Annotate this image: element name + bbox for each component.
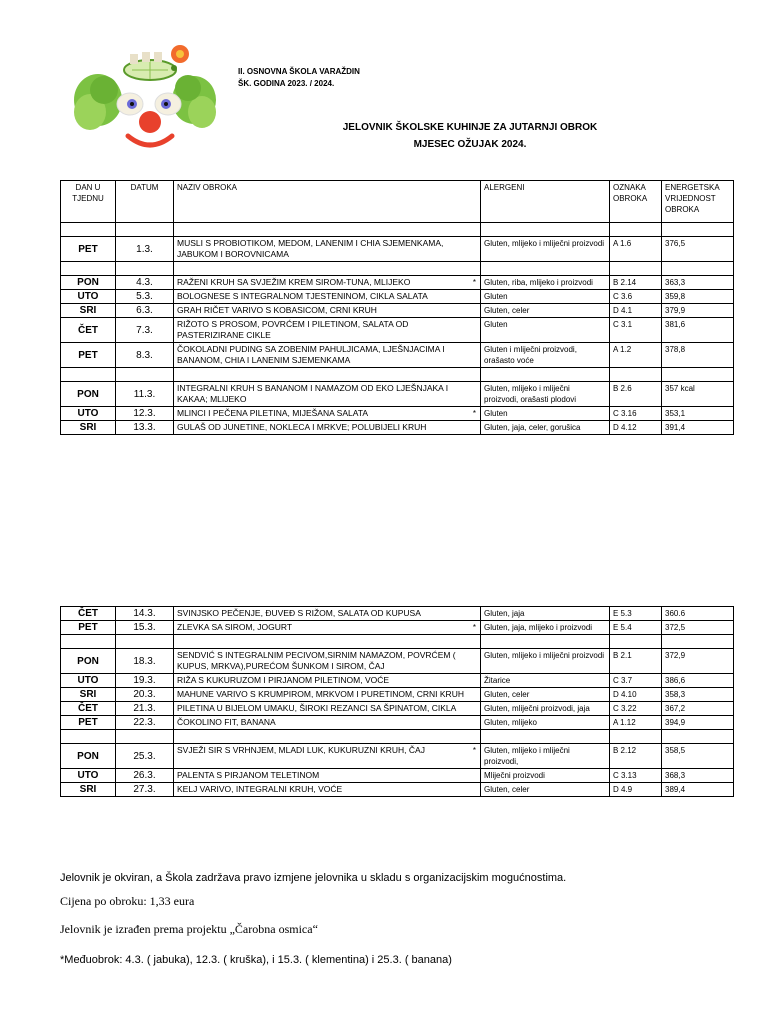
- allergens-cell: Gluten, celer: [481, 304, 610, 318]
- snack-marker: *: [472, 746, 476, 755]
- meal-cell: [174, 237, 481, 262]
- school-name: II. OSNOVNA ŠKOLA VARAŽDIN: [238, 67, 360, 76]
- meal-cell: [174, 290, 481, 304]
- meal-name: PALENTA S PIRJANOM TELETINOM: [177, 770, 320, 780]
- meal-name: ČOKOLADNI PUDING SA ZOBENIM PAHULJICAMA, LJEŠNJACIMA I BANANOM, CHIA I LANENIM SJEMENKAMA: [177, 344, 445, 365]
- code-cell: C 3.13: [610, 769, 662, 783]
- date-cell: 20.3.: [116, 688, 174, 702]
- energy-cell: 372,5: [662, 621, 734, 635]
- date-cell: 22.3.: [116, 716, 174, 730]
- allergens-cell: Gluten, mlijeko i mliječni proizvodi, orašasti plodovi: [481, 382, 610, 407]
- meal-name: MLINCI I PEČENA PILETINA, MIJEŠANA SALATA: [177, 408, 368, 418]
- allergens-cell: Gluten: [481, 407, 610, 421]
- page-subtitle: MJESEC OŽUJAK 2024.: [413, 139, 527, 150]
- day-cell: UTO: [61, 769, 116, 783]
- code-cell: B 2.12: [610, 744, 662, 769]
- day-cell: PET: [61, 716, 116, 730]
- table-row: [61, 649, 734, 674]
- column-header-meal: NAZIV OBROKA: [174, 181, 481, 223]
- meal-name: RIŽOTO S PROSOM, POVRĆEM I PILETINOM, SALATA OD PASTERIZIRANE CIKLE: [177, 319, 409, 340]
- allergens-cell: Žitarice: [481, 674, 610, 688]
- date-cell: 12.3.: [116, 407, 174, 421]
- meal-cell: [174, 318, 481, 343]
- code-cell: B 2.6: [610, 382, 662, 407]
- day-cell: SRI: [61, 783, 116, 797]
- table-row: [61, 421, 734, 435]
- meal-name: MAHUNE VARIVO S KRUMPIROM, MRKVOM I PURETINOM, CRNI KRUH: [177, 689, 464, 699]
- snack-marker: *: [472, 409, 476, 418]
- date-cell: 18.3.: [116, 649, 174, 674]
- meal-name: KELJ VARIVO, INTEGRALNI KRUH, VOĆE: [177, 784, 343, 794]
- code-cell: E 5.4: [610, 621, 662, 635]
- day-cell: PET: [61, 343, 116, 368]
- meal-name: ZLEVKA SA SIROM, JOGURT: [177, 622, 293, 632]
- day-cell: PET: [61, 621, 116, 635]
- meal-cell: [174, 649, 481, 674]
- table-row: [61, 688, 734, 702]
- meal-cell: [174, 607, 481, 621]
- column-header-day: DAN U TJEDNU: [61, 181, 116, 223]
- date-cell: 5.3.: [116, 290, 174, 304]
- school-year: ŠK. GODINA 2023. / 2024.: [238, 79, 335, 88]
- meal-cell: [174, 769, 481, 783]
- table-row: [61, 674, 734, 688]
- meal-cell: [174, 421, 481, 435]
- energy-cell: 379,9: [662, 304, 734, 318]
- table-row: [61, 304, 734, 318]
- energy-cell: 353,1: [662, 407, 734, 421]
- meal-name: INTEGRALNI KRUH S BANANOM I NAMAZOM OD EKO LJEŠNJAKA I KAKAA; MLIJEKO: [177, 383, 449, 404]
- allergens-cell: Gluten: [481, 318, 610, 343]
- meal-name: SENDVIĆ S INTEGRALNIM PECIVOM,SIRNIM NAMAZOM, POVRĆEM ( KUPUS, MRKVA),PUREĆOM ŠUNKOM I SIROM, ČAJ: [177, 650, 456, 671]
- allergens-cell: Gluten, jaja: [481, 607, 610, 621]
- meal-cell: [174, 688, 481, 702]
- energy-cell: 368,3: [662, 769, 734, 783]
- code-cell: D 4.12: [610, 421, 662, 435]
- day-cell: ČET: [61, 702, 116, 716]
- meal-name: SVINJSKO PEČENJE, ĐUVEĐ S RIŽOM, SALATA OD KUPUSA: [177, 608, 421, 618]
- cucumber-hat-icon: [124, 52, 176, 80]
- snack-marker: *: [472, 623, 476, 632]
- date-cell: 14.3.: [116, 607, 174, 621]
- day-cell: SRI: [61, 421, 116, 435]
- day-cell: ČET: [61, 607, 116, 621]
- code-cell: C 3.7: [610, 674, 662, 688]
- date-cell: 19.3.: [116, 674, 174, 688]
- date-cell: 8.3.: [116, 343, 174, 368]
- meal-cell: [174, 744, 481, 769]
- menu-table-2: [60, 606, 734, 797]
- energy-cell: 394,9: [662, 716, 734, 730]
- meal-name: BOLOGNESE S INTEGRALNOM TJESTENINOM, CIKLA SALATA: [177, 291, 428, 301]
- spacer-row: [61, 223, 734, 237]
- meal-name: ČOKOLINO FIT, BANANA: [177, 717, 276, 727]
- date-cell: 7.3.: [116, 318, 174, 343]
- snack-marker: *: [472, 278, 476, 287]
- energy-cell: 376,5: [662, 237, 734, 262]
- energy-cell: 367,2: [662, 702, 734, 716]
- code-cell: A 1.2: [610, 343, 662, 368]
- meal-name: GULAŠ OD JUNETINE, NOKLECA I MRKVE; POLUBIJELI KRUH: [177, 422, 427, 432]
- meal-cell: [174, 343, 481, 368]
- school-logo-veggie-clown: [70, 42, 220, 154]
- meal-cell: [174, 407, 481, 421]
- allergens-cell: Gluten, celer: [481, 783, 610, 797]
- code-cell: D 4.10: [610, 688, 662, 702]
- table-row: [61, 276, 734, 290]
- meal-cell: [174, 382, 481, 407]
- table-row: [61, 744, 734, 769]
- allergens-cell: Gluten, mlijeko i mliječni proizvodi,: [481, 744, 610, 769]
- meal-cell: [174, 783, 481, 797]
- allergens-cell: Gluten, jaja, celer, gorušica: [481, 421, 610, 435]
- allergens-cell: Gluten, jaja, mlijeko i proizvodi: [481, 621, 610, 635]
- day-cell: ČET: [61, 318, 116, 343]
- allergens-cell: Mliječni proizvodi: [481, 769, 610, 783]
- date-cell: 4.3.: [116, 276, 174, 290]
- meal-cell: [174, 621, 481, 635]
- column-header-allergens: ALERGENI: [481, 181, 610, 223]
- table-row: [61, 769, 734, 783]
- allergens-cell: Gluten, mlijeko: [481, 716, 610, 730]
- code-cell: C 3.1: [610, 318, 662, 343]
- table-row: [61, 382, 734, 407]
- allergens-cell: Gluten, riba, mlijeko i proizvodi: [481, 276, 610, 290]
- column-header-energy: ENERGETSKA VRIJEDNOST OBROKA: [662, 181, 734, 223]
- date-cell: 21.3.: [116, 702, 174, 716]
- day-cell: SRI: [61, 304, 116, 318]
- meal-name: PILETINA U BIJELOM UMAKU, ŠIROKI REZANCI SA ŠPINATOM, CIKLA: [177, 703, 457, 713]
- energy-cell: 363,3: [662, 276, 734, 290]
- spacer-row: [61, 635, 734, 649]
- table-row: [61, 237, 734, 262]
- table-row: [61, 783, 734, 797]
- day-cell: PON: [61, 744, 116, 769]
- allergens-cell: Gluten: [481, 290, 610, 304]
- menu-title-block: [220, 119, 720, 153]
- energy-cell: 358,5: [662, 744, 734, 769]
- table-row: [61, 702, 734, 716]
- table-header-row: [61, 181, 734, 223]
- code-cell: D 4.9: [610, 783, 662, 797]
- allergens-cell: Gluten, mliječni proizvodi, jaja: [481, 702, 610, 716]
- table-row: [61, 407, 734, 421]
- lettuce-left-icon: [74, 74, 122, 130]
- day-cell: PET: [61, 237, 116, 262]
- menu-table-1: [60, 180, 734, 435]
- table-row: [61, 318, 734, 343]
- code-cell: B 2.14: [610, 276, 662, 290]
- allergens-cell: Gluten i mliječni proizvodi, orašasto voće: [481, 343, 610, 368]
- day-cell: PON: [61, 649, 116, 674]
- date-cell: 13.3.: [116, 421, 174, 435]
- meal-name: GRAH RIČET VARIVO S KOBASICOM, CRNI KRUH: [177, 305, 377, 315]
- day-cell: UTO: [61, 290, 116, 304]
- energy-cell: 391,4: [662, 421, 734, 435]
- note-price: Cijena po obroku: 1,33 eura: [60, 894, 195, 908]
- date-cell: 27.3.: [116, 783, 174, 797]
- energy-cell: 359,8: [662, 290, 734, 304]
- allergens-cell: Gluten, mlijeko i mliječni proizvodi: [481, 237, 610, 262]
- code-cell: C 3.6: [610, 290, 662, 304]
- spacer-row: [61, 262, 734, 276]
- meal-name: SVJEŽI SIR S VRHNJEM, MLADI LUK, KUKURUZNI KRUH, ČAJ: [177, 745, 425, 755]
- date-cell: 1.3.: [116, 237, 174, 262]
- date-cell: 25.3.: [116, 744, 174, 769]
- flower-icon: [171, 45, 189, 71]
- table-row: [61, 716, 734, 730]
- page-title: JELOVNIK ŠKOLSKE KUHINJE ZA JUTARNJI OBROK: [342, 122, 598, 133]
- column-header-code: OZNAKA OBROKA: [610, 181, 662, 223]
- day-cell: SRI: [61, 688, 116, 702]
- allergens-cell: Gluten, celer: [481, 688, 610, 702]
- spacer-row: [61, 368, 734, 382]
- meal-name: RAŽENI KRUH SA SVJEŽIM KREM SIROM-TUNA, MLIJEKO: [177, 277, 411, 287]
- table-row: [61, 607, 734, 621]
- energy-cell: 360.6: [662, 607, 734, 621]
- allergens-cell: Gluten, mlijeko i mliječni proizvodi: [481, 649, 610, 674]
- column-header-date: DATUM: [116, 181, 174, 223]
- pepper-mouth-icon: [128, 136, 172, 145]
- meal-cell: [174, 716, 481, 730]
- date-cell: 15.3.: [116, 621, 174, 635]
- note-snack: *Međuobrok: 4.3. ( jabuka), 12.3. ( kruška), i 15.3. ( klementina) i 25.3. ( banana): [60, 954, 452, 966]
- day-cell: PON: [61, 276, 116, 290]
- spacer-row: [61, 730, 734, 744]
- code-cell: E 5.3: [610, 607, 662, 621]
- note-disclaimer: Jelovnik je okviran, a Škola zadržava pravo izmjene jelovnika u skladu s organizacijskim mogućnostima.: [60, 872, 567, 884]
- meal-cell: [174, 702, 481, 716]
- energy-cell: 357 kcal: [662, 382, 734, 407]
- tomato-nose-icon: [139, 111, 161, 133]
- energy-cell: 381,6: [662, 318, 734, 343]
- table-row: [61, 343, 734, 368]
- meal-cell: [174, 304, 481, 318]
- day-cell: UTO: [61, 674, 116, 688]
- note-project: Jelovnik je izrađen prema projektu „Čarobna osmica“: [60, 922, 318, 936]
- day-cell: PON: [61, 382, 116, 407]
- meal-cell: [174, 674, 481, 688]
- meal-name: MUSLI S PROBIOTIKOM, MEDOM, LANENIM I CHIA SJEMENKAMA, JABUKOM I BOROVNICAMA: [177, 238, 444, 259]
- date-cell: 11.3.: [116, 382, 174, 407]
- code-cell: C 3.22: [610, 702, 662, 716]
- code-cell: A 1.6: [610, 237, 662, 262]
- energy-cell: 378,8: [662, 343, 734, 368]
- day-cell: UTO: [61, 407, 116, 421]
- code-cell: A 1.12: [610, 716, 662, 730]
- meal-cell: [174, 276, 481, 290]
- date-cell: 26.3.: [116, 769, 174, 783]
- table-row: [61, 290, 734, 304]
- code-cell: C 3.16: [610, 407, 662, 421]
- energy-cell: 358,3: [662, 688, 734, 702]
- code-cell: D 4.1: [610, 304, 662, 318]
- energy-cell: 389,4: [662, 783, 734, 797]
- energy-cell: 372,9: [662, 649, 734, 674]
- energy-cell: 386,6: [662, 674, 734, 688]
- code-cell: B 2.1: [610, 649, 662, 674]
- meal-name: RIŽA S KUKURUZOM I PIRJANOM PILETINOM, VOĆE: [177, 675, 390, 685]
- date-cell: 6.3.: [116, 304, 174, 318]
- school-info: [238, 66, 360, 90]
- table-row: [61, 621, 734, 635]
